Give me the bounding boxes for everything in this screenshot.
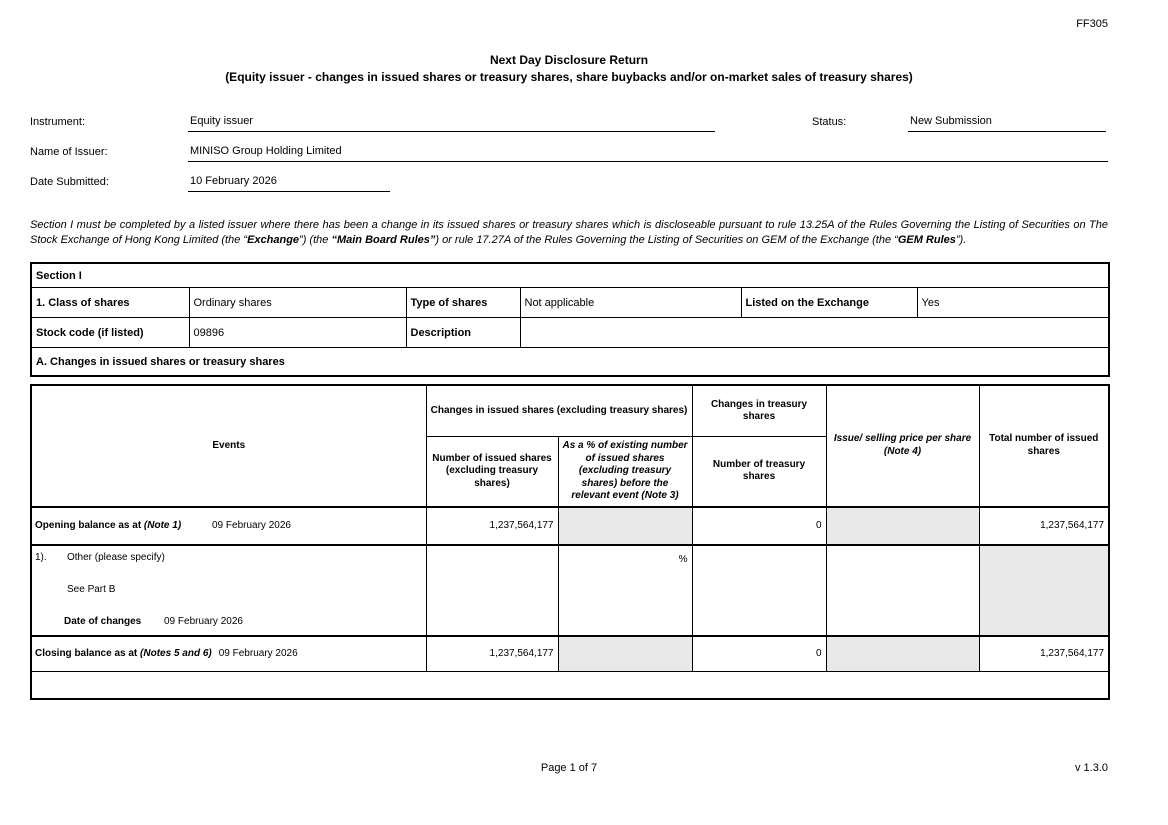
part-a-title: A. Changes in issued shares or treasury shares: [31, 348, 1109, 377]
closing-balance-label: Closing balance as at: [35, 648, 141, 659]
percent-existing-shares-column-header: As a % of existing number of issued shares (excluding treasury shares) before the relevant event (Note 3): [558, 437, 692, 507]
other-event-row: [31, 545, 1109, 636]
issuer-label: Name of Issuer:: [30, 145, 108, 158]
changes-events-table: [30, 384, 1110, 700]
status-label: Status:: [812, 115, 847, 128]
closing-balance-note: (Notes 5 and 6): [140, 648, 212, 659]
opening-num-issued-cell: 1,237,564,177: [426, 507, 558, 545]
page-number: Page 1 of 7: [540, 761, 598, 774]
date-submitted-label: Date Submitted:: [30, 175, 109, 188]
section1-header: Section I: [31, 263, 1109, 288]
stock-code-label: Stock code (if listed): [31, 318, 189, 348]
stock-code-row: [31, 318, 1109, 348]
status-field: New Submission: [908, 115, 1106, 132]
empty-bottom-row: [31, 671, 1109, 699]
page-footer: [30, 762, 1108, 776]
date-of-changes-value: 09 February 2026: [164, 615, 243, 627]
part-a-title-row: [31, 348, 1109, 377]
regulatory-intro-paragraph: Section I must be completed by a listed issuer where there has been a change in its issued shares or treasury shares which is discloseable pursuant to rule 13.25A of the Rules Governing the Listing of Securities on The Stock Exchange of Hong Kong Limited (the “Exchange”) (the “Main Board Rules”) or rule 17.27A of the Rules Governing the Listing of Securities on GEM of the Exchange (the “GEM Rules”).: [30, 218, 1108, 247]
empty-bottom-cell: [31, 671, 1109, 699]
type-of-shares-label: Type of shares: [406, 288, 520, 318]
class-of-shares-label: 1. Class of shares: [31, 288, 189, 318]
number-treasury-shares-column-header: Number of treasury shares: [692, 437, 826, 507]
closing-balance-date: 09 February 2026: [218, 648, 298, 659]
changes-treasury-shares-group-header: Changes in treasury shares: [692, 385, 826, 437]
opening-balance-label-wrap: [35, 520, 212, 531]
description-label: Description: [406, 318, 520, 348]
form-code: FF305: [1076, 18, 1108, 30]
issue-selling-price-column-header: Issue/ selling price per share (Note 4): [826, 385, 979, 507]
opening-num-treasury-cell: 0: [692, 507, 826, 545]
instrument-label: Instrument:: [30, 115, 86, 128]
type-of-shares-value: Not applicable: [520, 288, 741, 318]
date-submitted-row: [30, 175, 1108, 192]
instrument-field: Equity issuer: [188, 115, 715, 132]
opening-balance-date: 09 February 2026: [212, 520, 291, 531]
other-num-treasury-cell: [692, 545, 826, 636]
form-title: Next Day Disclosure Return: [489, 53, 649, 67]
issuer-row: [30, 145, 1108, 162]
class-of-shares-value: Ordinary shares: [189, 288, 406, 318]
other-event-label: Other (please specify): [67, 551, 165, 563]
other-event-index: 1).: [35, 551, 47, 563]
closing-balance-row: [31, 636, 1109, 672]
form-title-block: [30, 52, 1108, 87]
number-issued-shares-column-header: Number of issued shares (excluding treasury shares): [426, 437, 558, 507]
other-event-cell: [31, 545, 426, 636]
opening-total-cell: 1,237,564,177: [979, 507, 1109, 545]
date-submitted-field: 10 February 2026: [188, 175, 390, 192]
changes-issued-shares-group-header: Changes in issued shares (excluding treasury shares): [426, 385, 692, 437]
opening-balance-note: (Note 1): [143, 520, 182, 531]
opening-balance-event-cell: [31, 507, 426, 545]
opening-balance-label: Opening balance as at: [35, 520, 144, 531]
date-of-changes-label: Date of changes: [64, 615, 142, 627]
version-label: v 1.3.0: [1074, 761, 1108, 774]
stock-code-value: 09896: [189, 318, 406, 348]
closing-balance-event-cell: [31, 636, 426, 672]
events-table-group-header-row: [31, 385, 1109, 437]
other-event-detail: See Part B: [67, 583, 116, 595]
description-value: [520, 318, 1109, 348]
other-event-date-line: [64, 616, 422, 627]
other-event-line1: [35, 552, 422, 563]
section1-table: [30, 262, 1110, 377]
other-price-cell: [826, 545, 979, 636]
section1-header-row: [31, 263, 1109, 288]
header-fields: [30, 115, 1108, 192]
form-subtitle: (Equity issuer - changes in issued shares or treasury shares, share buybacks and/or on-market sales of treasury shares): [225, 70, 913, 85]
other-total-cell-shaded: [979, 545, 1109, 636]
opening-balance-row: [31, 507, 1109, 545]
closing-pct-cell-shaded: [558, 636, 692, 672]
other-num-issued-cell: [426, 545, 558, 636]
opening-pct-cell-shaded: [558, 507, 692, 545]
other-pct-cell: %: [558, 545, 692, 636]
instrument-row: [30, 115, 1108, 132]
closing-total-cell: 1,237,564,177: [979, 636, 1109, 672]
closing-num-treasury-cell: 0: [692, 636, 826, 672]
total-issued-shares-column-header: Total number of issued shares: [979, 385, 1109, 507]
class-of-shares-row: [31, 288, 1109, 318]
listed-on-exchange-label: Listed on the Exchange: [741, 288, 917, 318]
closing-num-issued-cell: 1,237,564,177: [426, 636, 558, 672]
closing-price-cell-shaded: [826, 636, 979, 672]
opening-price-cell-shaded: [826, 507, 979, 545]
events-column-header: Events: [31, 385, 426, 507]
issuer-field: MINISO Group Holding Limited: [188, 145, 1108, 162]
listed-on-exchange-value: Yes: [917, 288, 1109, 318]
